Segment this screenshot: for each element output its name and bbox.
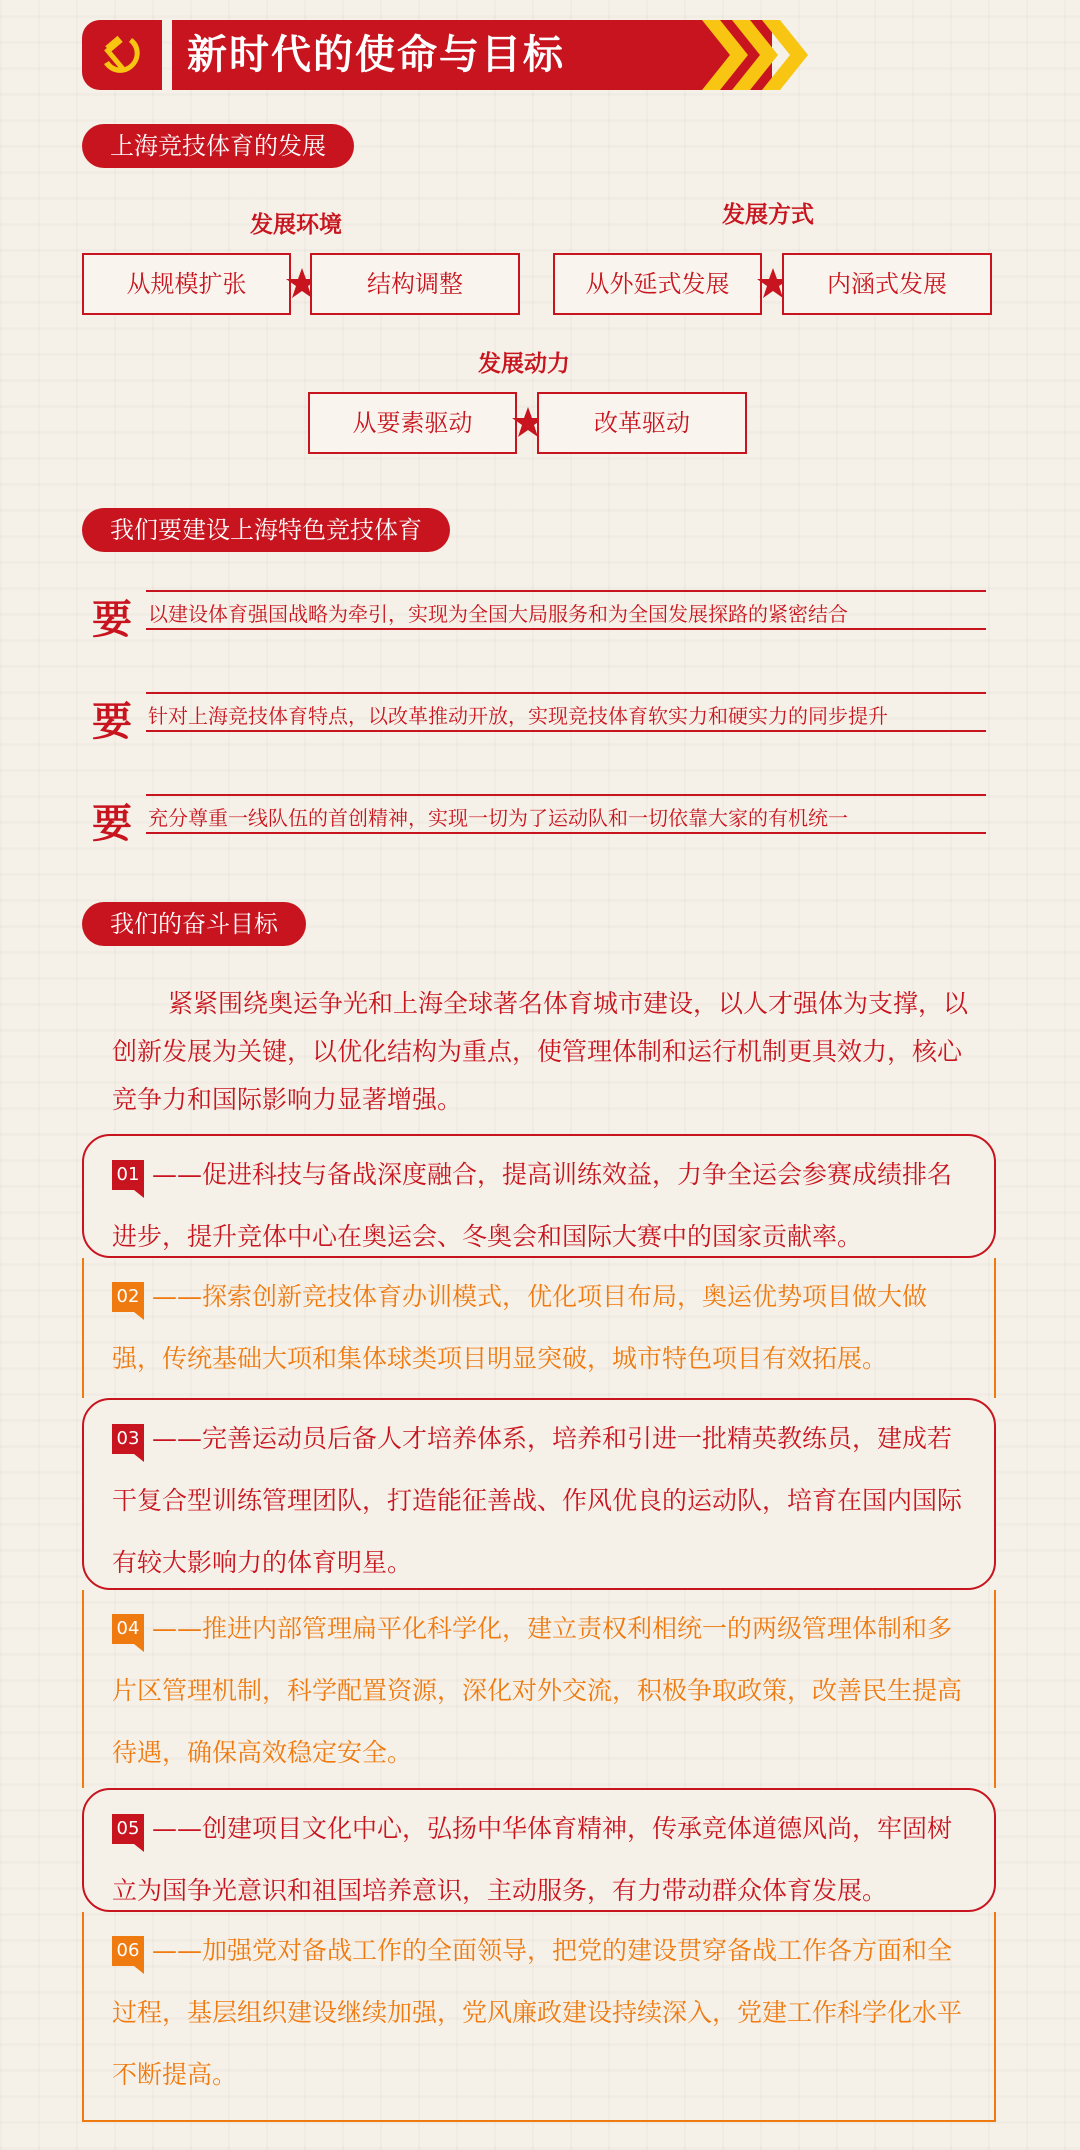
party-emblem [82,20,162,90]
requirement-text: 针对上海竞技体育特点，以改革推动开放，实现竞技体育软实力和硬实力的同步提升 [148,704,888,728]
section-title-goals: 我们的奋斗目标 [82,902,306,946]
goal-number-badge: 06 [112,1936,144,1966]
goal-item [82,1134,996,1258]
divider [146,590,986,592]
hammer-sickle-icon [98,32,146,78]
from-box: 从要素驱动 [308,392,517,454]
to-box: 内涵式发展 [782,253,992,315]
goal-text: ——加强党对备战工作的全面领导，把党的建设贯穿备战工作各方面和全过程，基层组织建设继续加强，党风廉政建设持续深入，党建工作科学化水平不断提高。 [112,1936,963,2089]
goal-number-badge: 03 [112,1424,144,1454]
to-box: 结构调整 [310,253,520,315]
goal-text: ——创建项目文化中心，弘扬中华体育精神，传承竞体道德风尚，牢固树立为国争光意识和祖国培养意识，主动服务，有力带动群众体育发展。 [112,1814,953,1905]
category-label: 发展方式 [722,202,814,228]
goal-item [82,1590,996,1788]
category-label: 发展动力 [478,351,570,377]
divider [146,832,986,834]
from-box: 从规模扩张 [82,253,291,315]
requirement-char: 要 [92,801,132,847]
requirement-char: 要 [92,597,132,643]
goal-number-badge: 02 [112,1282,144,1312]
goal-number-badge: 01 [112,1160,144,1190]
section-title-development: 上海竞技体育的发展 [82,124,354,168]
goal-text: ——完善运动员后备人才培养体系，培养和引进一批精英教练员，建成若干复合型训练管理团队，打造能征善战、作风优良的运动队，培育在国内国际有较大影响力的体育明星。 [112,1424,963,1577]
goal-item [82,1912,996,2122]
requirement-item [92,692,992,752]
goal-item [82,1788,996,1912]
requirement-text: 以建设体育强国战略为牵引，实现为全国大局服务和为全国发展探路的紧密结合 [148,602,848,626]
goal-number-badge: 05 [112,1814,144,1844]
section-title-build: 我们要建设上海特色竞技体育 [82,508,450,552]
divider [146,628,986,630]
requirement-char: 要 [92,699,132,745]
divider [146,794,986,796]
goal-number-badge: 04 [112,1614,144,1644]
divider [146,730,986,732]
divider [146,692,986,694]
from-box: 从外延式发展 [553,253,762,315]
goal-text: ——探索创新竞技体育办训模式，优化项目布局，奥运优势项目做大做强，传统基础大项和集体球类项目明显突破，城市特色项目有效拓展。 [112,1282,928,1373]
goals-intro: 紧紧围绕奥运争光和上海全球著名体育城市建设，以人才强体为支撑，以创新发展为关键，以优化结构为重点，使管理体制和运行机制更具效力，核心竞争力和国际影响力显著增强。 [112,989,969,1114]
page-title: 新时代的使命与目标 [187,32,565,78]
requirement-item [92,794,992,854]
header-banner [82,20,842,90]
to-box: 改革驱动 [537,392,747,454]
goal-item [82,1258,996,1398]
goal-text: ——推进内部管理扁平化科学化，建立责权利相统一的两级管理体制和多片区管理机制，科学配置资源，深化对外交流，积极争取政策，改善民生提高待遇，确保高效稳定安全。 [112,1614,963,1767]
requirement-text: 充分尊重一线队伍的首创精神，实现一切为了运动队和一切依靠大家的有机统一 [148,806,848,830]
goal-item [82,1398,996,1590]
goal-text: ——促进科技与备战深度融合，提高训练效益，力争全运会参赛成绩排名进步，提升竞体中心在奥运会、冬奥会和国际大赛中的国家贡献率。 [112,1160,953,1251]
category-label: 发展环境 [250,212,342,238]
requirement-item [92,590,992,650]
chevron-right-icon [702,20,812,90]
